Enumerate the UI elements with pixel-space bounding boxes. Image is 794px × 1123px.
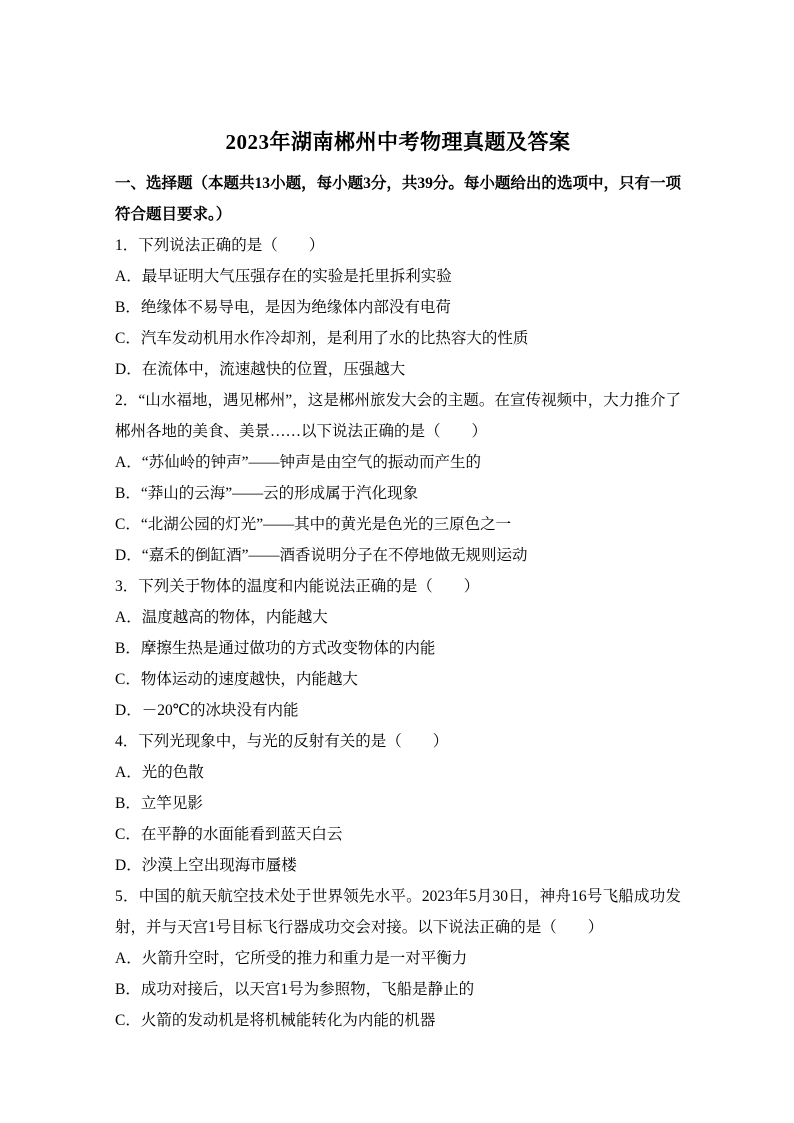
question-2-option-b: B．“莽山的云海”――云的形成属于汽化现象 <box>115 485 419 502</box>
question-2-option-d: D．“嘉禾的倒缸酒”――酒香说明分子在不停地做无规则运动 <box>115 547 528 564</box>
question-4-stem: 4．下列光现象中，与光的反射有关的是（ ） <box>115 733 449 750</box>
section-heading: 一、选择题（本题共13小题，每小题3分，共39分。每小题给出的选项中，只有一项符合题目要求。） <box>115 175 681 223</box>
question-3 <box>115 571 681 726</box>
question-4-option-b: B．立竿见影 <box>115 795 203 812</box>
question-1-option-d: D．在流体中，流速越快的位置，压强越大 <box>115 361 406 378</box>
page-title: 2023年湖南郴州中考物理真题及答案 <box>225 130 571 154</box>
question-2-stem: 2．“山水福地，遇见郴州”，这是郴州旅发大会的主题。在宣传视频中，大力推介了郴州各地的美食、美景……以下说法正确的是（ ） <box>115 392 681 440</box>
question-1-option-c: C．汽车发动机用水作冷却剂，是利用了水的比热容大的性质 <box>115 330 529 347</box>
question-5-option-c: C．火箭的发动机是将机械能转化为内能的机器 <box>115 1012 436 1029</box>
question-1-option-b: B．绝缘体不易导电，是因为绝缘体内部没有电荷 <box>115 299 451 316</box>
question-3-option-d: D．－20℃的冰块没有内能 <box>115 702 299 719</box>
question-5-stem: 5．中国的航天航空技术处于世界领先水平。2023年5月30日，神舟16号飞船成功发射，并与天宫1号目标飞行器成功交会对接。以下说法正确的是（ ） <box>115 888 681 936</box>
question-3-stem: 3．下列关于物体的温度和内能说法正确的是（ ） <box>115 578 480 595</box>
question-4-option-a: A．光的色散 <box>115 764 204 781</box>
question-3-option-b: B．摩擦生热是通过做功的方式改变物体的内能 <box>115 640 436 657</box>
question-5-option-b: B．成功对接后，以天宫1号为参照物，飞船是静止的 <box>115 981 475 998</box>
question-4 <box>115 726 681 881</box>
question-2-option-c: C．“北湖公园的灯光”――其中的黄光是色光的三原色之一 <box>115 516 512 533</box>
question-2-option-a: A．“苏仙岭的钟声”――钟声是由空气的振动而产生的 <box>115 454 481 471</box>
question-1-option-a: A．最早证明大气压强存在的实验是托里拆利实验 <box>115 268 452 285</box>
question-4-option-c: C．在平静的水面能看到蓝天白云 <box>115 826 343 843</box>
question-3-option-a: A．温度越高的物体，内能越大 <box>115 609 328 626</box>
question-1 <box>115 230 681 385</box>
question-5 <box>115 881 681 1036</box>
question-4-option-d: D．沙漠上空出现海市蜃楼 <box>115 857 297 874</box>
question-3-option-c: C．物体运动的速度越快，内能越大 <box>115 671 358 688</box>
question-2 <box>115 385 681 571</box>
question-1-stem: 1．下列说法正确的是（ ） <box>115 237 325 254</box>
question-5-option-a: A．火箭升空时，它所受的推力和重力是一对平衡力 <box>115 950 468 967</box>
